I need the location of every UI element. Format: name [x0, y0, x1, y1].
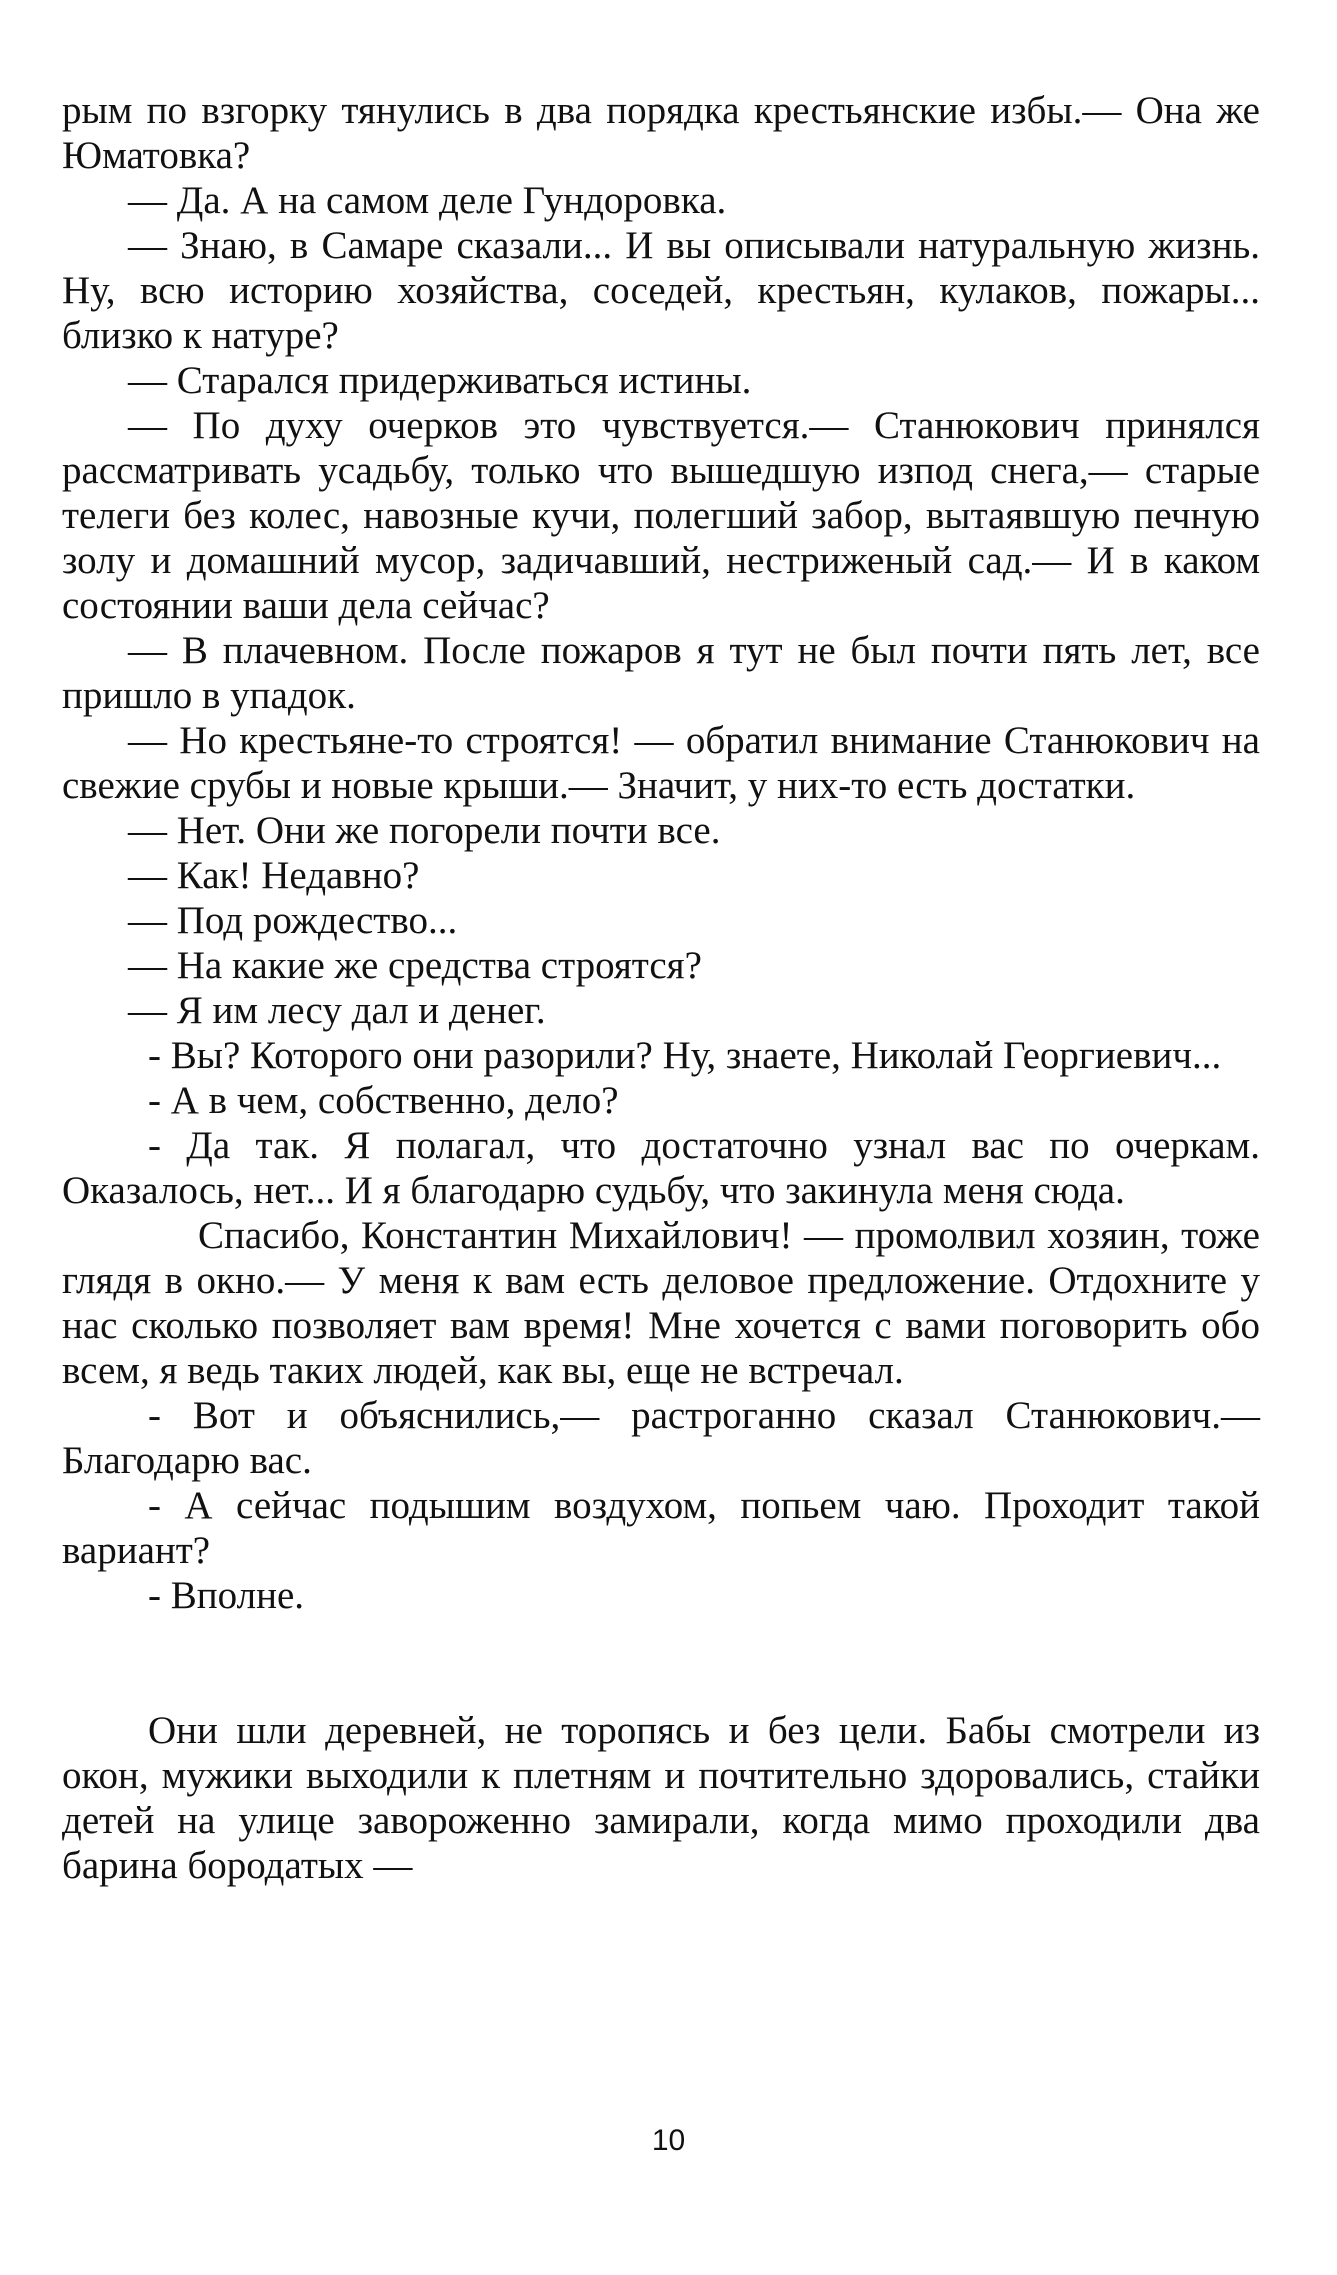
dialogue-line: — Но крестьяне-то строятся! — обратил внимание Станюкович на свежие срубы и новые крыши.— Значит, у них-то есть достатки. — [62, 719, 1260, 807]
dialogue-line: - Да так. Я полагал, что достаточно узнал вас по очеркам. Оказалось, нет... И я благодарю судьбу, что закинула меня сюда. — [62, 1124, 1260, 1212]
dialogue-line: Спасибо, Константин Михайлович! — промолвил хозяин, тоже глядя в окно.— У меня к вам есть деловое предложение. Отдохните у нас сколько позволяет вам время! Мне хочется с вами поговорить обо всем, я ведь таких людей, как вы, еще не встречал. — [62, 1214, 1260, 1392]
dialogue-line: — Старался придерживаться истины. — [128, 359, 752, 402]
dialogue-line: — На какие же средства строятся? — [128, 944, 702, 987]
dialogue-line: - А в чем, собственно, дело? — [148, 1079, 619, 1122]
page-number: 10 — [651, 2124, 686, 2157]
dialogue-line: - А сейчас подышим воздухом, попьем чаю. Проходит такой вариант? — [62, 1484, 1260, 1572]
dialogue-line: — Я им лесу дал и денег. — [128, 989, 546, 1032]
body-text — [62, 88, 1260, 1888]
dialogue-line: — Знаю, в Самаре сказали... И вы описывали натуральную жизнь. Ну, всю историю хозяйства, соседей, крестьян, кулаков, пожары... близко к натуре? — [62, 224, 1260, 357]
dialogue-line: — Да. А на самом деле Гундоровка. — [128, 179, 727, 222]
dialogue-line: — Под рождество... — [128, 899, 458, 942]
dialogue-line: - Вот и объяснились,— растроганно сказал Станюкович.— Благодарю вас. — [62, 1394, 1260, 1482]
paragraph: рым по взгорку тянулись в два порядка крестьянские избы.— Она же Юматовка? — [62, 89, 1260, 177]
dialogue-line: - Вполне. — [148, 1574, 304, 1617]
dialogue-line: — Нет. Они же погорели почти все. — [128, 809, 721, 852]
dialogue-line: — Как! Недавно? — [128, 854, 420, 897]
section-break — [62, 1618, 1260, 1708]
dialogue-line: — В плачевном. После пожаров я тут не был почти пять лет, все пришло в упадок. — [62, 629, 1260, 717]
dialogue-line: — По духу очерков это чувствуется.— Станюкович принялся рассматривать усадьбу, только что вышедшую изпод снега,— старые телеги без колес, навозные кучи, полегший забор, вытаявшую печную золу и домашний мусор, задичавший, нестриженый сад.— И в каком состоянии ваши дела сейчас? — [62, 404, 1260, 627]
paragraph: Они шли деревней, не торопясь и без цели. Бабы смотрели из окон, мужики выходили к плетням и почтительно здоровались, стайки детей на улице завороженно замирали, когда мимо проходили два барина бородатых — — [62, 1709, 1260, 1887]
dialogue-line: - Вы? Которого они разорили? Ну, знаете, Николай Георгиевич... — [148, 1034, 1222, 1077]
